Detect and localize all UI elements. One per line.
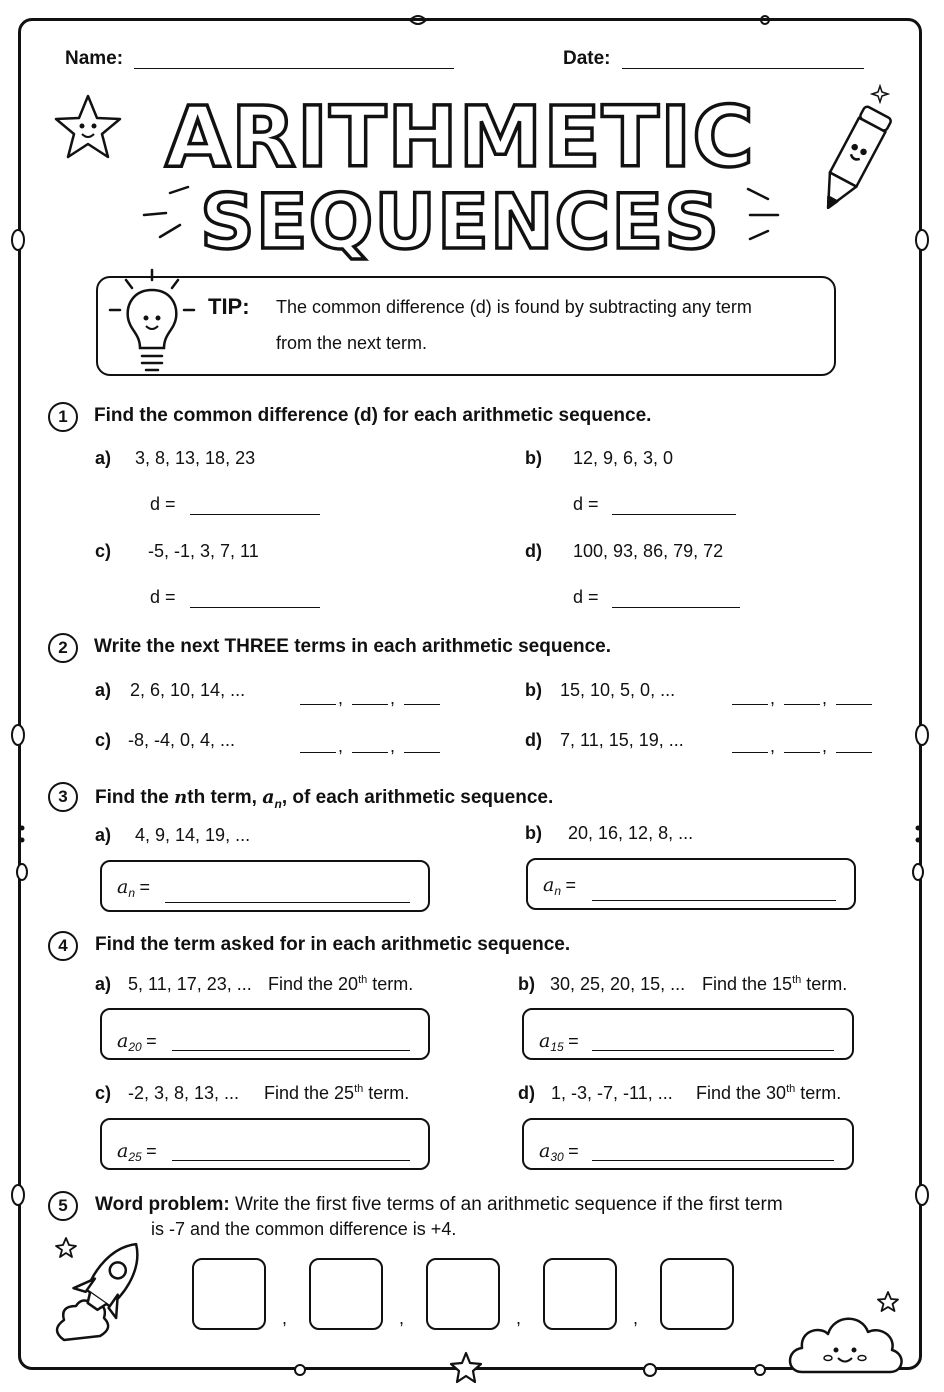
rocket-icon (44, 1230, 154, 1350)
question-number-4: 4 (48, 931, 78, 961)
q2-comma: , (770, 736, 776, 756)
q1-c-label: c) (95, 541, 112, 561)
q3-b-sequence: 20, 16, 12, 8, ... (568, 823, 694, 843)
q2-comma: , (822, 736, 828, 756)
q5-answer-box-3[interactable] (426, 1258, 500, 1330)
q2-comma: , (822, 688, 828, 708)
q2-b-label: b) (525, 680, 542, 700)
q1-d-d-label: d = (573, 587, 599, 607)
q4-b-sequence: 30, 25, 20, 15, ... (550, 974, 686, 994)
q1-c-sequence: -5, -1, 3, 7, 11 (148, 541, 259, 561)
q4-b-find: Find the 15th term. (702, 974, 848, 994)
date-field[interactable] (622, 68, 864, 69)
q4-d-sequence: 1, -3, -7, -11, ... (551, 1083, 673, 1103)
name-label: Name: (65, 48, 124, 69)
q4-d-find: Find the 30th term. (696, 1083, 842, 1103)
tip-line1: The common difference (d) is found by subtracting any term (276, 297, 752, 317)
q1-c-answer-line[interactable] (190, 607, 320, 608)
q4-d-formula: $a_{30}$ = (539, 1140, 579, 1165)
q1-a-answer-line[interactable] (190, 514, 320, 515)
q2-a-blank[interactable] (300, 704, 336, 705)
question-1-text: Find the common difference (d) for each arithmetic sequence. (94, 405, 652, 426)
q5-answer-box-2[interactable] (309, 1258, 383, 1330)
q1-d-label: d) (525, 541, 542, 561)
q2-comma: , (770, 688, 776, 708)
title-line2: SEQUENCES (200, 177, 720, 266)
question-number-5: 5 (48, 1191, 78, 1221)
q5-comma: , (633, 1308, 639, 1328)
q2-c-sequence: -8, -4, 0, 4, ... (128, 730, 236, 750)
q5-comma: , (516, 1308, 522, 1328)
q1-a-d-label: d = (150, 494, 176, 514)
q2-b-sequence: 15, 10, 5, 0, ... (560, 680, 676, 700)
q1-d-answer-line[interactable] (612, 607, 740, 608)
q1-b-d-label: d = (573, 494, 599, 514)
q3-a-sequence: 4, 9, 14, 19, ... (135, 825, 251, 845)
q4-d-answer-line[interactable] (592, 1160, 834, 1161)
date-label: Date: (563, 48, 611, 69)
q2-d-blank[interactable] (732, 752, 768, 753)
q3-a-answer-line[interactable] (165, 902, 410, 903)
q5-comma: , (282, 1308, 288, 1328)
bottom-star-icon (448, 1350, 484, 1386)
q2-a-blank[interactable] (404, 704, 440, 705)
pencil-icon (808, 96, 898, 226)
sparkle-left-icon (140, 185, 200, 245)
q4-c-sequence: -2, 3, 8, 13, ... (128, 1083, 240, 1103)
q1-b-sequence: 12, 9, 6, 3, 0 (573, 448, 674, 468)
q4-b-formula: $a_{15}$ = (539, 1030, 579, 1055)
question-number-2: 2 (48, 633, 78, 663)
q3-b-formula: $a_n$ = (543, 874, 576, 899)
question-number-3: 3 (48, 782, 78, 812)
q2-d-label: d) (525, 730, 542, 750)
q2-a-label: a) (95, 680, 112, 700)
q2-c-blank[interactable] (352, 752, 388, 753)
name-field[interactable] (134, 68, 454, 69)
q2-comma: , (338, 736, 344, 756)
q2-comma: , (390, 736, 396, 756)
lightbulb-icon (104, 266, 200, 382)
q2-c-blank[interactable] (300, 752, 336, 753)
sparkle-small-icon (870, 84, 890, 104)
q2-d-blank[interactable] (836, 752, 872, 753)
q3-b-answer-line[interactable] (592, 900, 836, 901)
q5-comma: , (399, 1308, 405, 1328)
q4-d-label: d) (518, 1083, 535, 1103)
question-4-text: Find the term asked for in each arithmetic sequence. (95, 934, 571, 955)
q2-a-blank[interactable] (352, 704, 388, 705)
q1-b-answer-line[interactable] (612, 514, 736, 515)
q4-a-find: Find the 20th term. (268, 974, 414, 994)
q4-c-formula: $a_{25}$ = (117, 1140, 157, 1165)
q1-c-d-label: d = (150, 587, 176, 607)
q2-comma: , (338, 688, 344, 708)
q5-answer-box-1[interactable] (192, 1258, 266, 1330)
q4-b-label: b) (518, 974, 535, 994)
q2-c-label: c) (95, 730, 112, 750)
border-loop-icon (410, 16, 426, 24)
star-icon (876, 1290, 900, 1314)
q4-a-formula: $a_{20}$ = (117, 1030, 157, 1055)
q4-a-label: a) (95, 974, 112, 994)
question-5-line1: Word problem: Write the first five terms of an arithmetic sequence if the first term (95, 1194, 783, 1215)
question-number-1: 1 (48, 402, 78, 432)
q4-b-answer-line[interactable] (592, 1050, 834, 1051)
q2-c-blank[interactable] (404, 752, 440, 753)
q2-b-blank[interactable] (784, 704, 820, 705)
title-line1: ARITHMETIC (165, 88, 755, 186)
q3-a-label: a) (95, 825, 112, 845)
q1-a-label: a) (95, 448, 112, 468)
q2-b-blank[interactable] (732, 704, 768, 705)
sparkle-right-icon (738, 185, 798, 245)
q5-answer-box-4[interactable] (543, 1258, 617, 1330)
q4-a-answer-line[interactable] (172, 1050, 410, 1051)
q4-c-find: Find the 25th term. (264, 1083, 410, 1103)
q2-d-sequence: 7, 11, 15, 19, ... (560, 730, 684, 750)
q5-answer-box-5[interactable] (660, 1258, 734, 1330)
question-2-text: Write the next THREE terms in each arithmetic sequence. (94, 636, 612, 657)
q4-c-label: c) (95, 1083, 112, 1103)
tip-label: TIP: (208, 294, 250, 319)
q2-b-blank[interactable] (836, 704, 872, 705)
question-3-text: Find the nth term, $a_n$, of each arithmetic sequence. (95, 786, 554, 811)
q4-a-sequence: 5, 11, 17, 23, ... (128, 974, 252, 994)
q1-b-label: b) (525, 448, 542, 468)
q4-c-answer-line[interactable] (172, 1160, 410, 1161)
q2-comma: , (390, 688, 396, 708)
q2-a-sequence: 2, 6, 10, 14, ... (130, 680, 246, 700)
q2-d-blank[interactable] (784, 752, 820, 753)
tip-line2: from the next term. (276, 333, 428, 353)
star-face-icon (48, 88, 128, 168)
tip-box (96, 276, 836, 376)
q3-b-label: b) (525, 823, 542, 843)
question-5-line2: is -7 and the common difference is +4. (151, 1219, 457, 1239)
q1-a-sequence: 3, 8, 13, 18, 23 (135, 448, 256, 468)
q3-a-formula: $a_n$ = (117, 876, 150, 901)
q1-d-sequence: 100, 93, 86, 79, 72 (573, 541, 724, 561)
